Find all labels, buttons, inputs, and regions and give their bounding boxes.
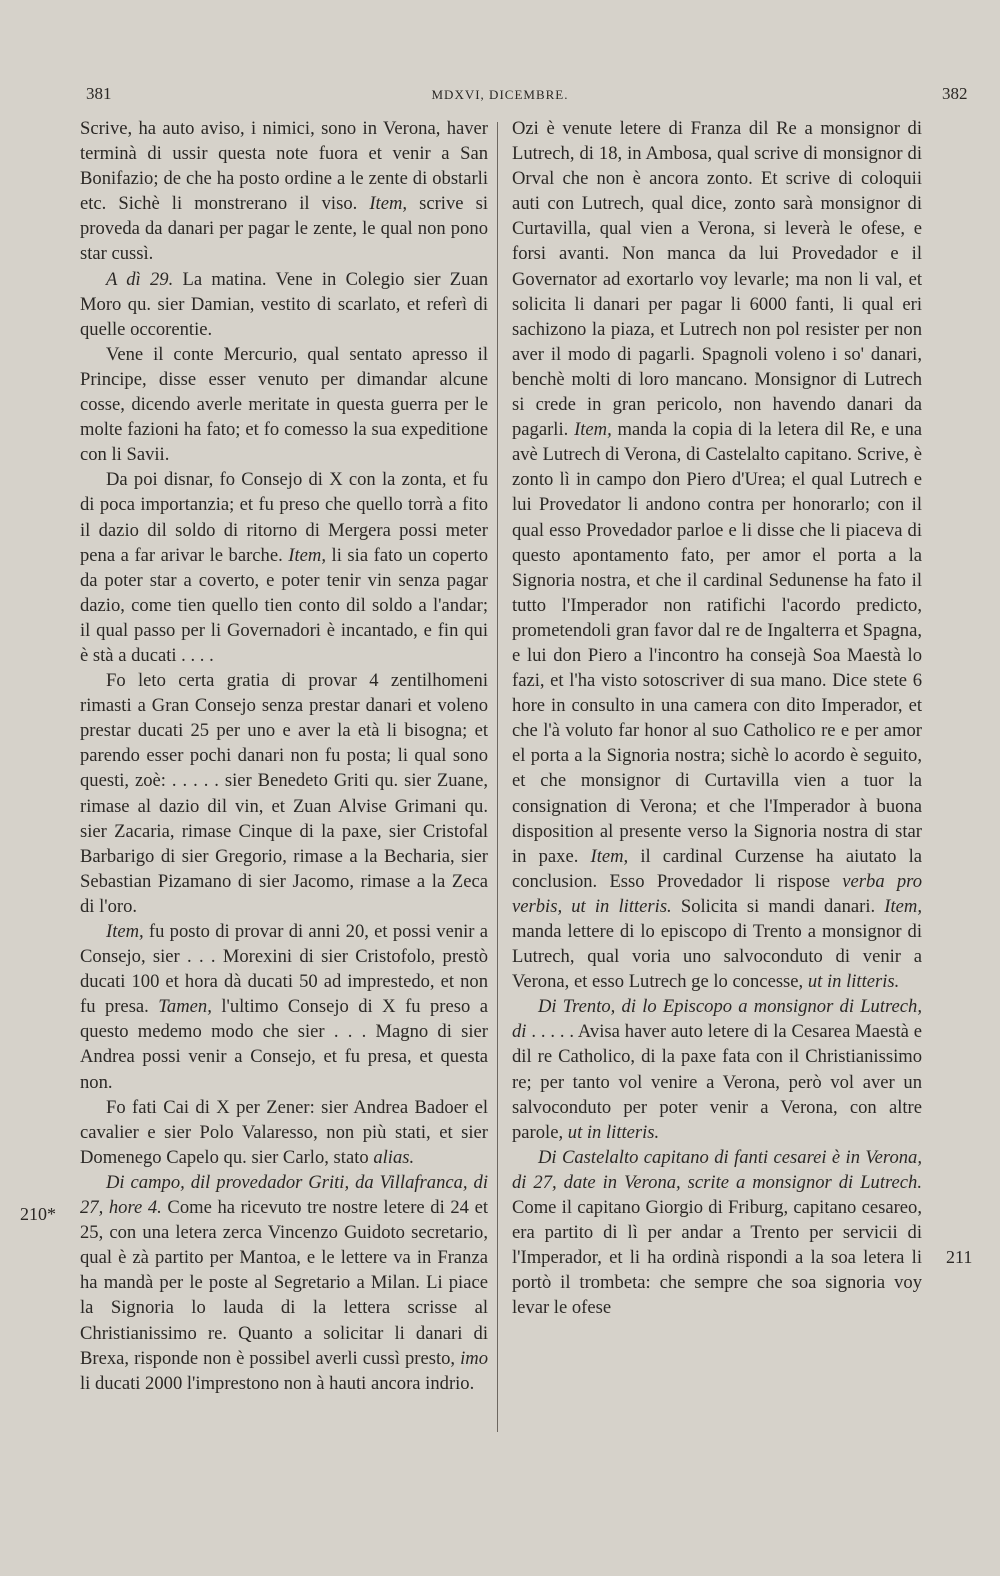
italic-text: Item, (590, 845, 629, 867)
text-run: manda lettere di lo episcopo di Trento a monsignor di Lutrech, qual voria uno salvoconduto di venir a Verona, et esso Lutrech ge lo concesse, (512, 921, 922, 993)
italic-text: verba pro verbis, ut in litteris. (512, 870, 922, 917)
text-run: scrive si proveda da danari per pagar le zente, le qual non pono star cussì. (80, 193, 488, 265)
text-run: Fo leto certa gratia di provar 4 zentilhomeni rimasti a Gran Consejo senza prestar danari et voleno prestar ducati 25 per uno e aver la età li bisogna; et parendo esser pochi danari non fu posta; li qual sono questi, zoè: . . . . . sier Benedeto Griti qu. sier Zuane, rimase al dazio dil vin, et Zuan Alvise Grimani qu. sier Zacaria, rimase Cinque di la paxe, sier Cristofal Barbarigo di sier Gregorio, rimase a la Becharia, sier Sebastian Pizamano di sier Jacomo, rimase a la Zeca di l'oro. (80, 670, 488, 917)
text-run: Vene il conte Mercurio, qual sentato apresso il Principe, disse esser venuto per dimandar alcune cosse, dicendo averle meritate in questa guerra per le molte fazioni ha fato; et fo comesso la sua expeditione con li Savii. (80, 343, 488, 466)
italic-text: Tamen, (158, 996, 212, 1018)
italic-text: Item, (884, 895, 922, 917)
text-run: li ducati 2000 l'imprestono non à hauti ancora indrio. (80, 1372, 475, 1394)
italic-text: Item, (106, 921, 144, 942)
text-run: l'ultimo Consejo di X fu preso a questo medemo modo che sier . . . Magno di sier Andrea possi venir a Consejo, et fu presa, et questa non. (80, 996, 488, 1093)
text-run: . . . . . Avisa haver auto letere di la Cesarea Maestà e dil re Catholico, di la paxe fata con il Christianissimo re; per tanto vol venire a Verona, però vol aver un salvoconduto per poter venir a Verona, con altre parole, (512, 1021, 922, 1143)
page-number-right: 382 (942, 84, 968, 103)
left-column (80, 116, 488, 1396)
paragraph (512, 116, 922, 994)
text-run: Da poi disnar, fo Consejo di X con la zonta, et fu di poca importanzia; et fu preso che quello torrà a fito il dazio dil soldo di ritorno di Mergera possi meter pena a far arivar le barche. (80, 469, 488, 566)
margin-note-right: 211 (946, 1247, 973, 1267)
text-run: Come ha ricevuto tre nostre letere di 24 et 25, con una letera zerca Vincenzo Guidoto secretario, qual è zà partito per Mantoa, e le lettere va in Franza ha mandà per le poste al Segretario a Milan. Li piace la Signoria lo lauda di la lettera scrisse al Christianissimo re. Quanto a solicitar li danari di Brexa, risponde non è possibel averli cussì presto, (80, 1197, 488, 1369)
running-title: MDXVI, DICEMBRE. (431, 87, 569, 102)
text-run: li sia fato un coperto da poter star a coverto, e poter tenir vin senza pagar dazio, come tien quello tien conto dil soldo a l'andar; il qual passo per li Governadori è incantado, e fin qui è stà a ducati . . . . (80, 544, 489, 666)
italic-text: imo (460, 1347, 488, 1369)
paragraph (512, 994, 922, 1145)
text-run: Scrive, ha auto aviso, i nimici, sono in Verona, haver terminà di ussir questa note fuora et venir a San Bonifazio; de che ha posto ordine a le zente di obstarli etc. Sichè li monstrerano il viso. (80, 118, 488, 215)
paragraph (80, 267, 488, 342)
text-run: fu posto di provar di anni 20, et possi venir a Consejo, sier . . . Morexini di sier Cristofolo, prestò ducati 100 et hora dà ducati 50 ad imprestedo, et non fu presa. (80, 921, 488, 1018)
italic-text: Di Castelalto capitano di fanti cesarei è in Verona, di 27, date in Verona, scrite a monsignor di Lutrech. (512, 1146, 922, 1193)
margin-note-left: 210* (20, 1204, 56, 1224)
italic-text: Di Trento, di lo Episcopo a monsignor di Lutrech, di (512, 996, 922, 1043)
italic-text: Item, (288, 544, 326, 566)
page-number-left: 381 (86, 84, 112, 103)
paragraph (512, 1145, 922, 1321)
paragraph (80, 467, 488, 668)
text-run: manda la copia di la letera dil Re, e una avè Lutrech di Verona, di Castelalto capitano. Scrive, è zonto lì in campo don Piero d'Urea; el qual Lutrech e lui Provedator li andono contra per honorarlo; con il qual esso Provedador parloe e li disse che li piaceva di questo apontamento fato, per amor el porta a la Signoria nostra, et che il cardinal Sedunense ha fato il tutto l'Imperador non ratifichi l'acordo predicto, prometendoli gran favor dal re de Ingalterra et Spagna, e lui don Piero a l'incontro ha consejà Soa Maestà lo fazi, et l'ha visto sotoscriver di sua mano. Dice stete 6 hore in consulto in una camera con dito Imperador, et che l'à voluto far honor al suo Catholico re e per amor el porta a la Signoria nostra; sichè lo acordo è seguito, et che monsignor di Curtavilla vien a tuor la consignation di Verona; et che l'Imperador à buona disposition al presente verso la Signoria nostra di star in paxe. (512, 419, 922, 867)
text-run: Fo fati Cai di X per Zener: sier Andrea Badoer el cavalier e sier Polo Valaresso, non più stati, et sier Domenego Capelo qu. sier Carlo, stato (80, 1096, 488, 1168)
text-run: Come il capitano Giorgio di Friburg, capitano cesareo, era partito di lì per andar a Trento per servicii di l'Imperador, et li ha ordinà rispondi a la soa letera li portò il trombeta: che sempre che soa signoria voy levar le ofese (512, 1197, 922, 1319)
text-run: Ozi è venute letere di Franza dil Re a monsignor di Lutrech, di 18, in Ambosa, qual scrive di monsignor di Orval che non è ancora zonto. Et scrive di coloquii auti con Lutrech, qual dice, zonto sarà monsignor di Curtavilla, qual vien a Verona, si leverà le ofese, e forsi avanti. Non manca da lui Provedador e il Governator ad exortarlo voy levarle; ma non li val, et solicita li danari per pagar li 6000 fanti, li qual eri sachizono la piaza, et Lutrech non pol resister per non aver il modo di pagarli. Spagnoli voleno i so' danari, benchè molti di loro mancano. Monsignor di Lutrech si crede in gran pericolo, non havendo danari da pagarli. (512, 118, 922, 441)
paragraph (80, 1095, 488, 1170)
right-column (512, 116, 922, 1321)
italic-text: Di campo, dil provedador Griti, da Villafranca, di 27, hore 4. (80, 1171, 488, 1219)
italic-text: ut in litteris. (567, 1121, 660, 1143)
text-run: Solicita si mandi danari. (671, 895, 885, 917)
paragraph (80, 668, 488, 919)
italic-text: A dì 29. (106, 268, 174, 290)
paragraph (80, 1170, 488, 1396)
italic-text: alias. (373, 1146, 415, 1168)
italic-text: Item, (574, 419, 612, 441)
italic-text: Item, (369, 193, 408, 215)
text-run: il cardinal Curzense ha aiutato la conclusion. Esso Provedador li rispose (512, 845, 922, 892)
paragraph (80, 919, 488, 1095)
column-divider (497, 122, 498, 1432)
text-run: La matina. Vene in Colegio sier Zuan Moro qu. sier Damian, vestito di scarlato, et referì di quelle occorentie. (80, 268, 488, 340)
paragraph (80, 116, 488, 267)
italic-text: ut in litteris. (807, 971, 900, 993)
paragraph (80, 342, 488, 467)
